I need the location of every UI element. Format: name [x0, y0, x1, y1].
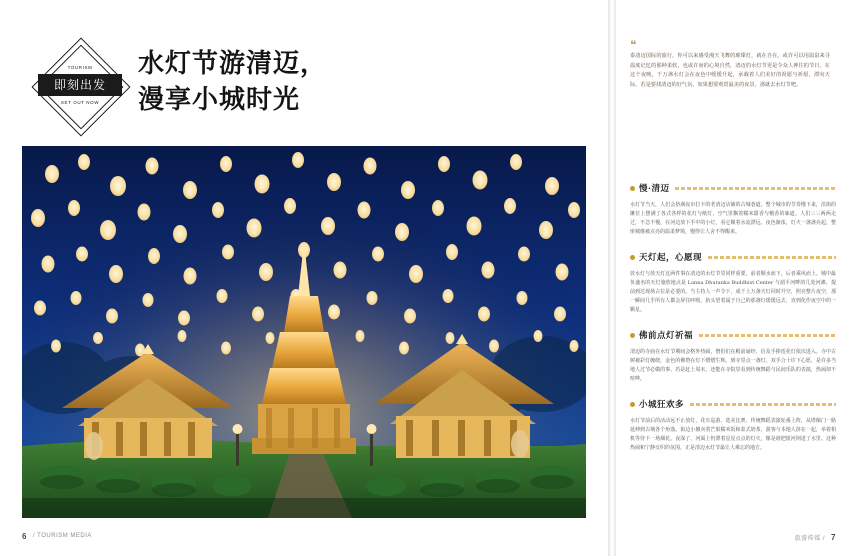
headline-line-1: 水灯节游清迈， [138, 49, 328, 79]
section-title: 佛前点灯祈福 [639, 331, 694, 341]
article-sections [630, 182, 836, 467]
tourism-badge [38, 44, 122, 128]
section-title: 慢·清迈 [639, 184, 670, 194]
quote-mark-icon: ❝ [630, 38, 637, 52]
left-page-number: 6 [22, 531, 27, 541]
section-rule [708, 256, 836, 259]
right-page-number: 7 [831, 533, 836, 542]
article-section [630, 398, 836, 453]
section-body: 水灯节当天，人们会挤满夜市打卡的老清迈店铺的古城巷道。整个城市的节奏慢下来，沿街的摊位上摆满了各式各样的花灯与纸灯，空气里飘着糯米甜香与檀香的味道。人们三三两两走过，不急不慢，在河边放下手中的小灯，看它顺着水流漂远。夜色渐浓，灯火一盏盏亮起，整座城像被点亮的温柔梦境，慢得让人舍不得醒来。 [630, 202, 836, 235]
section-rule [690, 403, 836, 406]
bullet-icon [630, 186, 635, 191]
right-footer-label: 旅游传媒 / [794, 536, 826, 542]
left-page-footer [22, 530, 586, 542]
right-page [616, 0, 850, 556]
section-header [630, 398, 836, 410]
section-header [630, 182, 836, 194]
bullet-icon [630, 402, 635, 407]
hero-photo [22, 146, 586, 518]
page-gutter [608, 0, 616, 556]
article-section [630, 329, 836, 384]
page-title [138, 46, 468, 118]
section-rule [675, 187, 836, 190]
section-title: 小城狂欢多 [639, 400, 685, 410]
section-body: 放水灯与放天灯这两件事在清迈的水灯节里同样重要，前者顺水而下，后者乘风而上。城中最负盛名的天灯施放地点是 Lanna Dhutanka Buddhist Center 与湄平河畔的几处河滩，提前到达现场占位是必要的。当主持人一声令下，成千上万盏天灯同时升空，照亮整片夜空，那一瞬间几乎所有人都会屏住呼吸，抬头望着属于自己的那盏灯缓缓远去，直到化作夜空中的一颗星。 [630, 271, 836, 313]
section-header [630, 251, 836, 263]
hero-photo-illustration [22, 146, 586, 518]
bullet-icon [630, 255, 635, 260]
lead-paragraph: 泰清迈国际的旅行，你可以来感受漫天飞舞的璀璨灯，就在自在。或许可以用温泉来寻温度记忆的那种柔软，也或许而的心境自然，清迈的水灯节更是令众人神往的节日。在这个夜晚，千万盏水灯会在夜色中缓缓升起，承载着人们美好的祝愿与祈愿，漂向天际。若是要找清迈的好气氛，如果想要观赏最美的夜景，那就去水灯节吧。 [630, 53, 830, 88]
article-section [630, 251, 836, 315]
right-page-footer [795, 533, 836, 542]
badge-caption-bottom: SET OUT NOW [60, 100, 100, 105]
article-section [630, 182, 836, 237]
bullet-icon [630, 333, 635, 338]
section-body: 水灯节前后的活动远不止放灯，花车巡游、选美比赛、传统舞蹈表演轮番上阵，从塔佩门一路延伸到古城各个角落。街边小摊卖着芒果糯米饭和泰式奶茶，游客与本地人挤在一起，举着相机等待下一场烟花。夜深了，河面上仍漂着星星点点的灯火，像是谁把银河倒进了水里。这种热闹和宁静交织的氛围，正是清迈水灯节最让人难忘的地方。 [630, 418, 836, 451]
section-body: 清迈的寺庙在水灯节期间会格外热闹，僧侣们在殿前诵经，信众手捧莲花灯依次进入。寺中古树被彩灯缠绕，金色的佛塔在灯下熠熠生辉。到寺里点一盏灯，双手合十许下心愿，是许多当地人过节必做的事。若是赶上周末，还能在寺院里看到传统舞蹈与民间乐队的表演，热闹却不喧哗。 [630, 349, 836, 382]
badge-caption-top: TOURISM [67, 65, 93, 70]
badge-band [38, 74, 122, 96]
left-footer-label: / TOURISM MEDIA [32, 533, 92, 539]
section-rule [699, 334, 836, 337]
headline-line-2: 漫享小城时光 [138, 85, 301, 115]
section-header [630, 329, 836, 341]
badge-band-label: 即刻出发 [53, 78, 106, 92]
section-title: 天灯起，心愿现 [639, 253, 703, 263]
